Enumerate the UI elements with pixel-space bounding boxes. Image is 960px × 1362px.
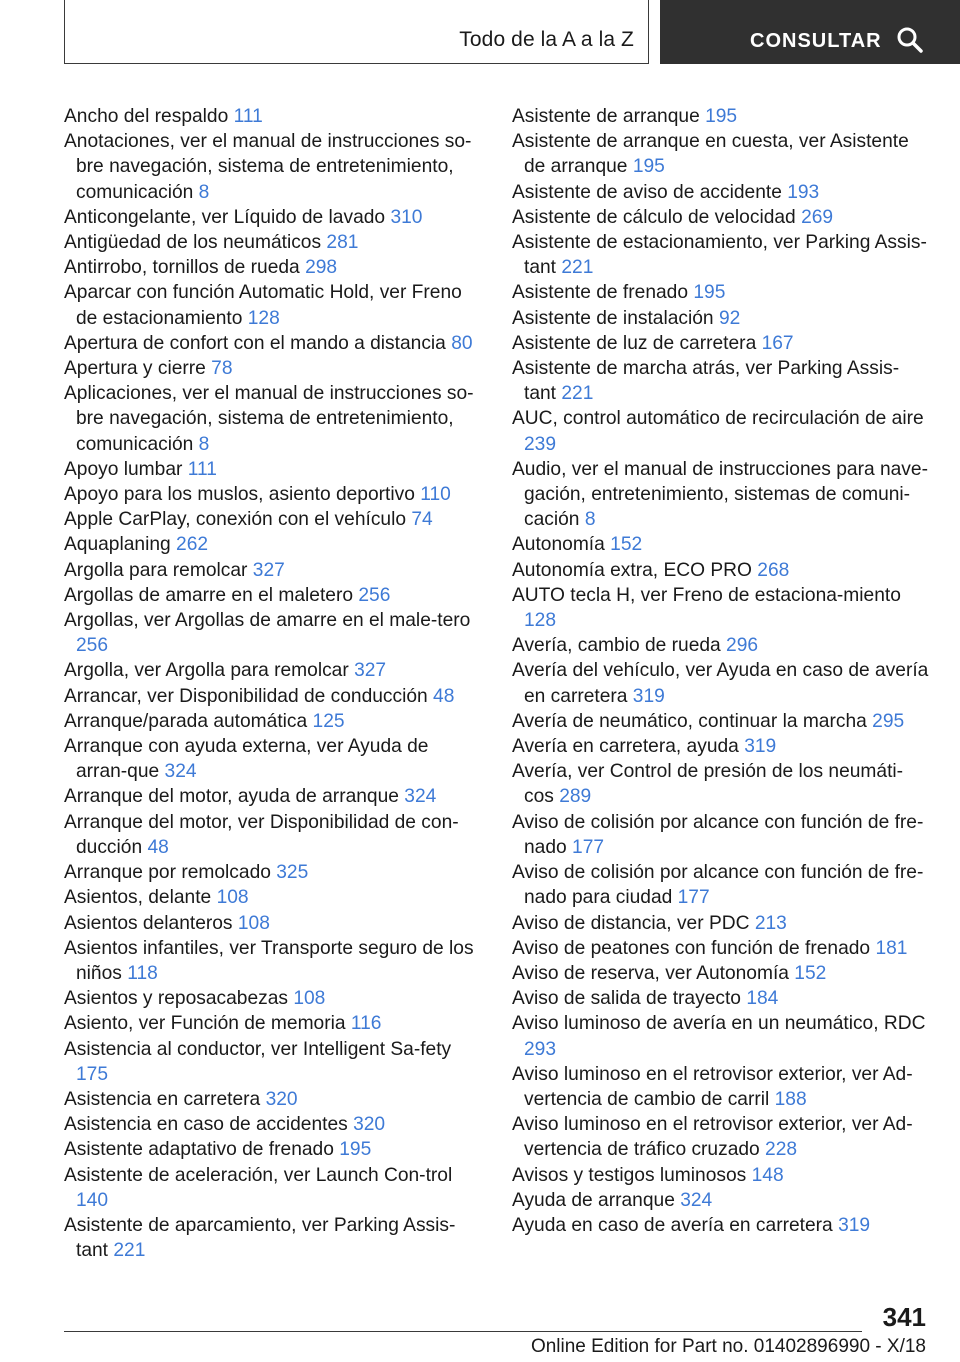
index-entry-text: AUTO tecla H, ver Freno de estaciona-miento xyxy=(512,584,901,606)
index-entry-text: Avisos y testigos luminosos xyxy=(512,1164,747,1186)
index-entry xyxy=(64,558,484,583)
index-entry xyxy=(64,860,484,885)
index-entry xyxy=(512,406,930,456)
index-entry xyxy=(64,1213,484,1263)
page-reference-link[interactable]: 128 xyxy=(247,307,280,329)
index-entry xyxy=(64,482,484,507)
index-entry-text: Argollas de amarre en el maletero xyxy=(64,584,354,606)
page-reference-link[interactable]: 324 xyxy=(164,761,197,783)
index-entry xyxy=(64,1087,484,1112)
index-entry-text: Arrancar, ver Disponibilidad de conducción xyxy=(64,685,428,707)
page-reference-link[interactable]: 256 xyxy=(358,584,391,606)
index-entry xyxy=(512,860,930,910)
page-reference-link[interactable]: 175 xyxy=(76,1063,109,1085)
footer-divider xyxy=(64,1331,862,1332)
index-entry xyxy=(64,810,484,860)
page-reference-link[interactable]: 108 xyxy=(216,887,249,909)
page-reference-link[interactable]: 78 xyxy=(211,358,233,380)
index-entry xyxy=(512,1163,930,1188)
page-reference-link[interactable]: 310 xyxy=(390,206,423,228)
index-entry-text: Asistente de aviso de accidente xyxy=(512,181,782,203)
index-entry xyxy=(64,129,484,205)
index-entry-text: Asiento, ver Función de memoria xyxy=(64,1013,346,1035)
index-entry-text: Ancho del respaldo xyxy=(64,106,229,127)
page-reference-link[interactable]: 221 xyxy=(561,383,594,405)
index-entry xyxy=(512,331,930,356)
index-entry xyxy=(512,230,930,280)
index-entry xyxy=(64,986,484,1011)
index-entry-text: Avería, cambio de rueda xyxy=(512,635,721,657)
index-entry xyxy=(64,911,484,936)
index-entry-text: Aparcar con función Automatic Hold, ver Freno de estacionamiento xyxy=(64,282,462,329)
page-reference-link[interactable]: 125 xyxy=(312,710,345,732)
index-entry-text: Antirrobo, tornillos de rueda xyxy=(64,257,300,279)
edition-text: Online Edition for Part no. 01402896990 - X/18 xyxy=(530,1336,926,1357)
page-reference-link[interactable]: 152 xyxy=(610,534,643,556)
index-entry-text: AUC, control automático de recirculación de aire xyxy=(512,408,924,430)
index-entry-text: Asientos, delante xyxy=(64,887,212,909)
page-reference-link[interactable]: 296 xyxy=(726,635,759,657)
index-entry xyxy=(512,1188,930,1213)
index-entry-text: Antigüedad de los neumáticos xyxy=(64,232,322,254)
page-reference-link[interactable]: 80 xyxy=(451,332,473,354)
index-entry-text: Apertura y cierre xyxy=(64,358,206,380)
index-entry xyxy=(512,180,930,205)
page-reference-link[interactable]: 324 xyxy=(680,1189,713,1211)
index-entry-text: Asistente de frenado xyxy=(512,282,689,304)
index-entry xyxy=(512,961,930,986)
index-entry-text: Ayuda de arranque xyxy=(512,1189,675,1211)
page-reference-link[interactable]: 293 xyxy=(524,1038,557,1060)
page-reference-link[interactable]: 228 xyxy=(765,1139,798,1161)
index-entry-text: Asistente de aparcamiento, ver Parking Assis-tant xyxy=(64,1214,456,1262)
index-entry xyxy=(64,381,484,457)
page-reference-link[interactable]: 193 xyxy=(787,181,820,203)
index-entry xyxy=(64,658,484,683)
page-reference-link[interactable]: 298 xyxy=(305,257,338,279)
page-number: 341 xyxy=(882,1302,926,1332)
page-reference-link[interactable]: 195 xyxy=(632,156,665,178)
index-entry-text: Asistencia en caso de accidentes xyxy=(64,1114,348,1136)
index-entry xyxy=(64,532,484,557)
index-entry-text: Asistente de estacionamiento, ver Parking Assis-tant xyxy=(512,232,927,279)
index-entry-text: Anotaciones, ver el manual de instrucciones so-bre navegación, sistema de entretenimiento, comunicación xyxy=(64,131,472,203)
index-entry-text: Avería de neumático, continuar la marcha xyxy=(512,710,867,732)
index-entry-text: Asientos infantiles, ver Transporte seguro de los niños xyxy=(64,937,474,984)
index-entry-text: Aviso de distancia, ver PDC xyxy=(512,912,750,934)
index-entry-text: Arranque del motor, ayuda de arranque xyxy=(64,786,399,808)
page-reference-link[interactable]: 320 xyxy=(353,1114,386,1136)
index-entry xyxy=(512,936,930,961)
index-entry-text: Asistente de marcha atrás, ver Parking Assis-tant xyxy=(512,358,900,405)
index-entry-text: Argollas, ver Argollas de amarre en el male-tero xyxy=(64,610,471,632)
page-reference-link[interactable]: 269 xyxy=(801,206,834,228)
index-entry xyxy=(64,709,484,734)
index-entry xyxy=(64,1011,484,1036)
index-tab[interactable] xyxy=(64,0,649,64)
index-entry-text: Avería, ver Control de presión de los neumáti-cos xyxy=(512,761,904,808)
index-entry-text: Aviso de reserva, ver Autonomía xyxy=(512,962,789,984)
index-entry-text: Audio, ver el manual de instrucciones para nave-gación, entretenimiento, sistemas de comuni-cación xyxy=(512,458,928,531)
index-entry xyxy=(64,583,484,608)
page-reference-link[interactable]: 319 xyxy=(744,736,777,758)
page-reference-link[interactable]: 110 xyxy=(420,484,451,506)
index-entry xyxy=(512,583,930,633)
page-reference-link[interactable]: 319 xyxy=(838,1214,871,1236)
index-entry xyxy=(512,558,930,583)
index-entry xyxy=(512,532,930,557)
page-reference-link[interactable]: 8 xyxy=(198,181,210,203)
page-reference-link[interactable]: 325 xyxy=(276,862,309,884)
index-entry xyxy=(512,1062,930,1112)
index-entry xyxy=(64,684,484,709)
index-entry xyxy=(64,885,484,910)
page-reference-link[interactable]: 327 xyxy=(354,660,387,682)
page-reference-link[interactable]: 140 xyxy=(76,1189,109,1211)
page-reference-link[interactable]: 324 xyxy=(404,786,437,808)
index-entry xyxy=(64,205,484,230)
index-entry xyxy=(64,331,484,356)
index-entry-text: Asientos delanteros xyxy=(64,912,233,934)
index-entry-text: Asistente de arranque en cuesta, ver Asistente de arranque xyxy=(512,131,909,178)
index-entry xyxy=(64,104,484,129)
page-reference-link[interactable]: 213 xyxy=(754,912,787,934)
index-entry-text: Asistente de instalación xyxy=(512,307,714,329)
index-entry-text: Anticongelante, ver Líquido de lavado xyxy=(64,206,386,228)
page-reference-link[interactable]: 319 xyxy=(632,685,665,707)
page-reference-link[interactable]: 92 xyxy=(718,307,741,329)
page-reference-link[interactable]: 181 xyxy=(875,937,908,959)
page-reference-link[interactable]: 48 xyxy=(433,685,455,707)
page-reference-link[interactable]: 188 xyxy=(774,1088,807,1110)
index-entry xyxy=(512,986,930,1011)
index-entry-text: Asistencia en carretera xyxy=(64,1088,261,1110)
index-entry-text: Asistencia al conductor, ver Intelligent Sa-fety xyxy=(64,1038,452,1060)
index-entry-text: Avería en carretera, ayuda xyxy=(512,736,739,758)
index-entry-text: Argolla para remolcar xyxy=(64,559,248,581)
index-entry xyxy=(64,734,484,784)
index-entry-text: Asistente de luz de carretera xyxy=(512,332,757,354)
index-column-left xyxy=(64,104,484,1263)
top-bar xyxy=(0,0,960,66)
index-entry-text: Autonomía xyxy=(512,534,605,556)
index-entry xyxy=(64,457,484,482)
consult-button-label: CONSULTAR xyxy=(750,30,882,52)
index-entry-text: Apoyo lumbar xyxy=(64,458,183,480)
index-entry-text: Arranque con ayuda externa, ver Ayuda de arran-que xyxy=(64,736,429,783)
index-entry xyxy=(512,911,930,936)
index-entry-text: Asistente de arranque xyxy=(512,106,700,127)
page-reference-link[interactable]: 8 xyxy=(584,509,596,531)
index-entry-text: Asistente de aceleración, ver Launch Con-trol xyxy=(64,1164,453,1186)
page-reference-link[interactable]: 108 xyxy=(293,988,326,1010)
index-entry-text: Apertura de confort con el mando a distancia xyxy=(64,332,446,354)
index-entry-text: Argolla, ver Argolla para remolcar xyxy=(64,660,349,682)
index-entry xyxy=(64,784,484,809)
page-reference-link[interactable]: 74 xyxy=(411,509,433,531)
page-reference-link[interactable]: 195 xyxy=(339,1139,372,1161)
index-entry xyxy=(64,608,484,658)
index-entry xyxy=(512,356,930,406)
index-entry-text: Aviso de peatones con función de frenado xyxy=(512,937,871,959)
index-entry-text: Asientos y reposacabezas xyxy=(64,988,288,1010)
index-entry xyxy=(64,1137,484,1162)
page-reference-link[interactable]: 167 xyxy=(761,332,794,354)
index-entry-text: Aviso de salida de trayecto xyxy=(512,988,741,1010)
index-entry-text: Aviso de colisión por alcance con función de fre-nado xyxy=(512,811,924,858)
page-reference-link[interactable]: 48 xyxy=(147,836,169,858)
index-entry-text: Avería del vehículo, ver Ayuda en caso de avería en carretera xyxy=(512,660,929,707)
page-reference-link[interactable]: 268 xyxy=(757,559,790,581)
page-reference-link[interactable]: 221 xyxy=(113,1240,146,1262)
index-entry xyxy=(512,306,930,331)
index-column-right xyxy=(512,104,930,1238)
page-reference-link[interactable]: 320 xyxy=(265,1088,298,1110)
index-entry-text: Aplicaciones, ver el manual de instrucciones so-bre navegación, sistema de entretenimiento, comunicación xyxy=(64,383,474,455)
index-entry xyxy=(64,255,484,280)
index-entry xyxy=(512,129,930,179)
index-entry xyxy=(512,1213,930,1238)
index-entry xyxy=(512,810,930,860)
index-entry-text: Aviso luminoso de avería en un neumático, RDC xyxy=(512,1013,926,1035)
page-reference-link[interactable]: 256 xyxy=(76,635,109,657)
index-entry-text: Ayuda en caso de avería en carretera xyxy=(512,1214,833,1236)
page-reference-link[interactable]: 221 xyxy=(561,257,594,279)
page-reference-link[interactable]: 281 xyxy=(326,232,359,254)
index-entry xyxy=(512,734,930,759)
index-entry-text: Apple CarPlay, conexión con el vehículo xyxy=(64,509,407,531)
index-entry xyxy=(64,507,484,532)
index-entry-text: Asistente de cálculo de velocidad xyxy=(512,206,796,228)
page-reference-link[interactable]: 148 xyxy=(751,1164,784,1186)
index-entry xyxy=(64,230,484,255)
page-reference-link[interactable]: 128 xyxy=(524,610,557,632)
index-entry xyxy=(512,658,930,708)
index-entry xyxy=(64,356,484,381)
index-entry xyxy=(512,1112,930,1162)
page-reference-link[interactable]: 116 xyxy=(350,1013,382,1035)
search-icon xyxy=(895,25,925,55)
page-reference-link[interactable]: 195 xyxy=(705,106,738,127)
index-entry xyxy=(64,1163,484,1213)
page-reference-link[interactable]: 327 xyxy=(252,559,285,581)
index-entry xyxy=(512,709,930,734)
index-entry xyxy=(512,633,930,658)
page-reference-link[interactable]: 295 xyxy=(872,710,905,732)
index-tab-label: Todo de la A a la Z xyxy=(459,28,634,51)
index-entry xyxy=(512,205,930,230)
page-reference-link[interactable]: 111 xyxy=(187,458,217,480)
index-entry xyxy=(512,104,930,129)
index-entry xyxy=(512,1011,930,1061)
index-entry xyxy=(64,280,484,330)
page-reference-link[interactable]: 262 xyxy=(176,534,209,556)
index-entry xyxy=(64,936,484,986)
consult-button[interactable] xyxy=(660,0,960,64)
page-reference-link[interactable]: 289 xyxy=(559,786,592,808)
page-reference-link[interactable]: 195 xyxy=(693,282,726,304)
index-entry-text: Aquaplaning xyxy=(64,534,171,556)
index-entry xyxy=(512,457,930,533)
index-entry xyxy=(512,280,930,305)
page-reference-link[interactable]: 152 xyxy=(794,962,827,984)
index-entry xyxy=(64,1037,484,1087)
index-entry-text: Arranque por remolcado xyxy=(64,862,271,884)
index-entry-text: Arranque del motor, ver Disponibilidad de con-ducción xyxy=(64,811,459,858)
page-reference-link[interactable]: 111 xyxy=(233,106,263,127)
page-reference-link[interactable]: 184 xyxy=(746,988,779,1010)
page-reference-link[interactable]: 177 xyxy=(677,887,710,909)
index-entry-text: Apoyo para los muslos, asiento deportivo xyxy=(64,484,415,506)
index-entry-text: Aviso luminoso en el retrovisor exterior, ver Ad-vertencia de cambio de carril xyxy=(512,1063,913,1110)
index-entry xyxy=(512,759,930,809)
index-entry-text: Autonomía extra, ECO PRO xyxy=(512,559,752,581)
index-entry-text: Arranque/parada automática xyxy=(64,710,308,732)
page-reference-link[interactable]: 8 xyxy=(198,433,210,455)
page-reference-link[interactable]: 177 xyxy=(572,836,605,858)
page-reference-link[interactable]: 118 xyxy=(127,962,158,984)
index-entry-text: Aviso de colisión por alcance con función de fre-nado para ciudad xyxy=(512,862,924,909)
index-entry xyxy=(64,1112,484,1137)
page-reference-link[interactable]: 108 xyxy=(237,912,270,934)
index-entry-text: Asistente adaptativo de frenado xyxy=(64,1139,334,1161)
page-reference-link[interactable]: 239 xyxy=(524,433,557,455)
index-entry-text: Aviso luminoso en el retrovisor exterior, ver Ad-vertencia de tráfico cruzado xyxy=(512,1114,913,1161)
